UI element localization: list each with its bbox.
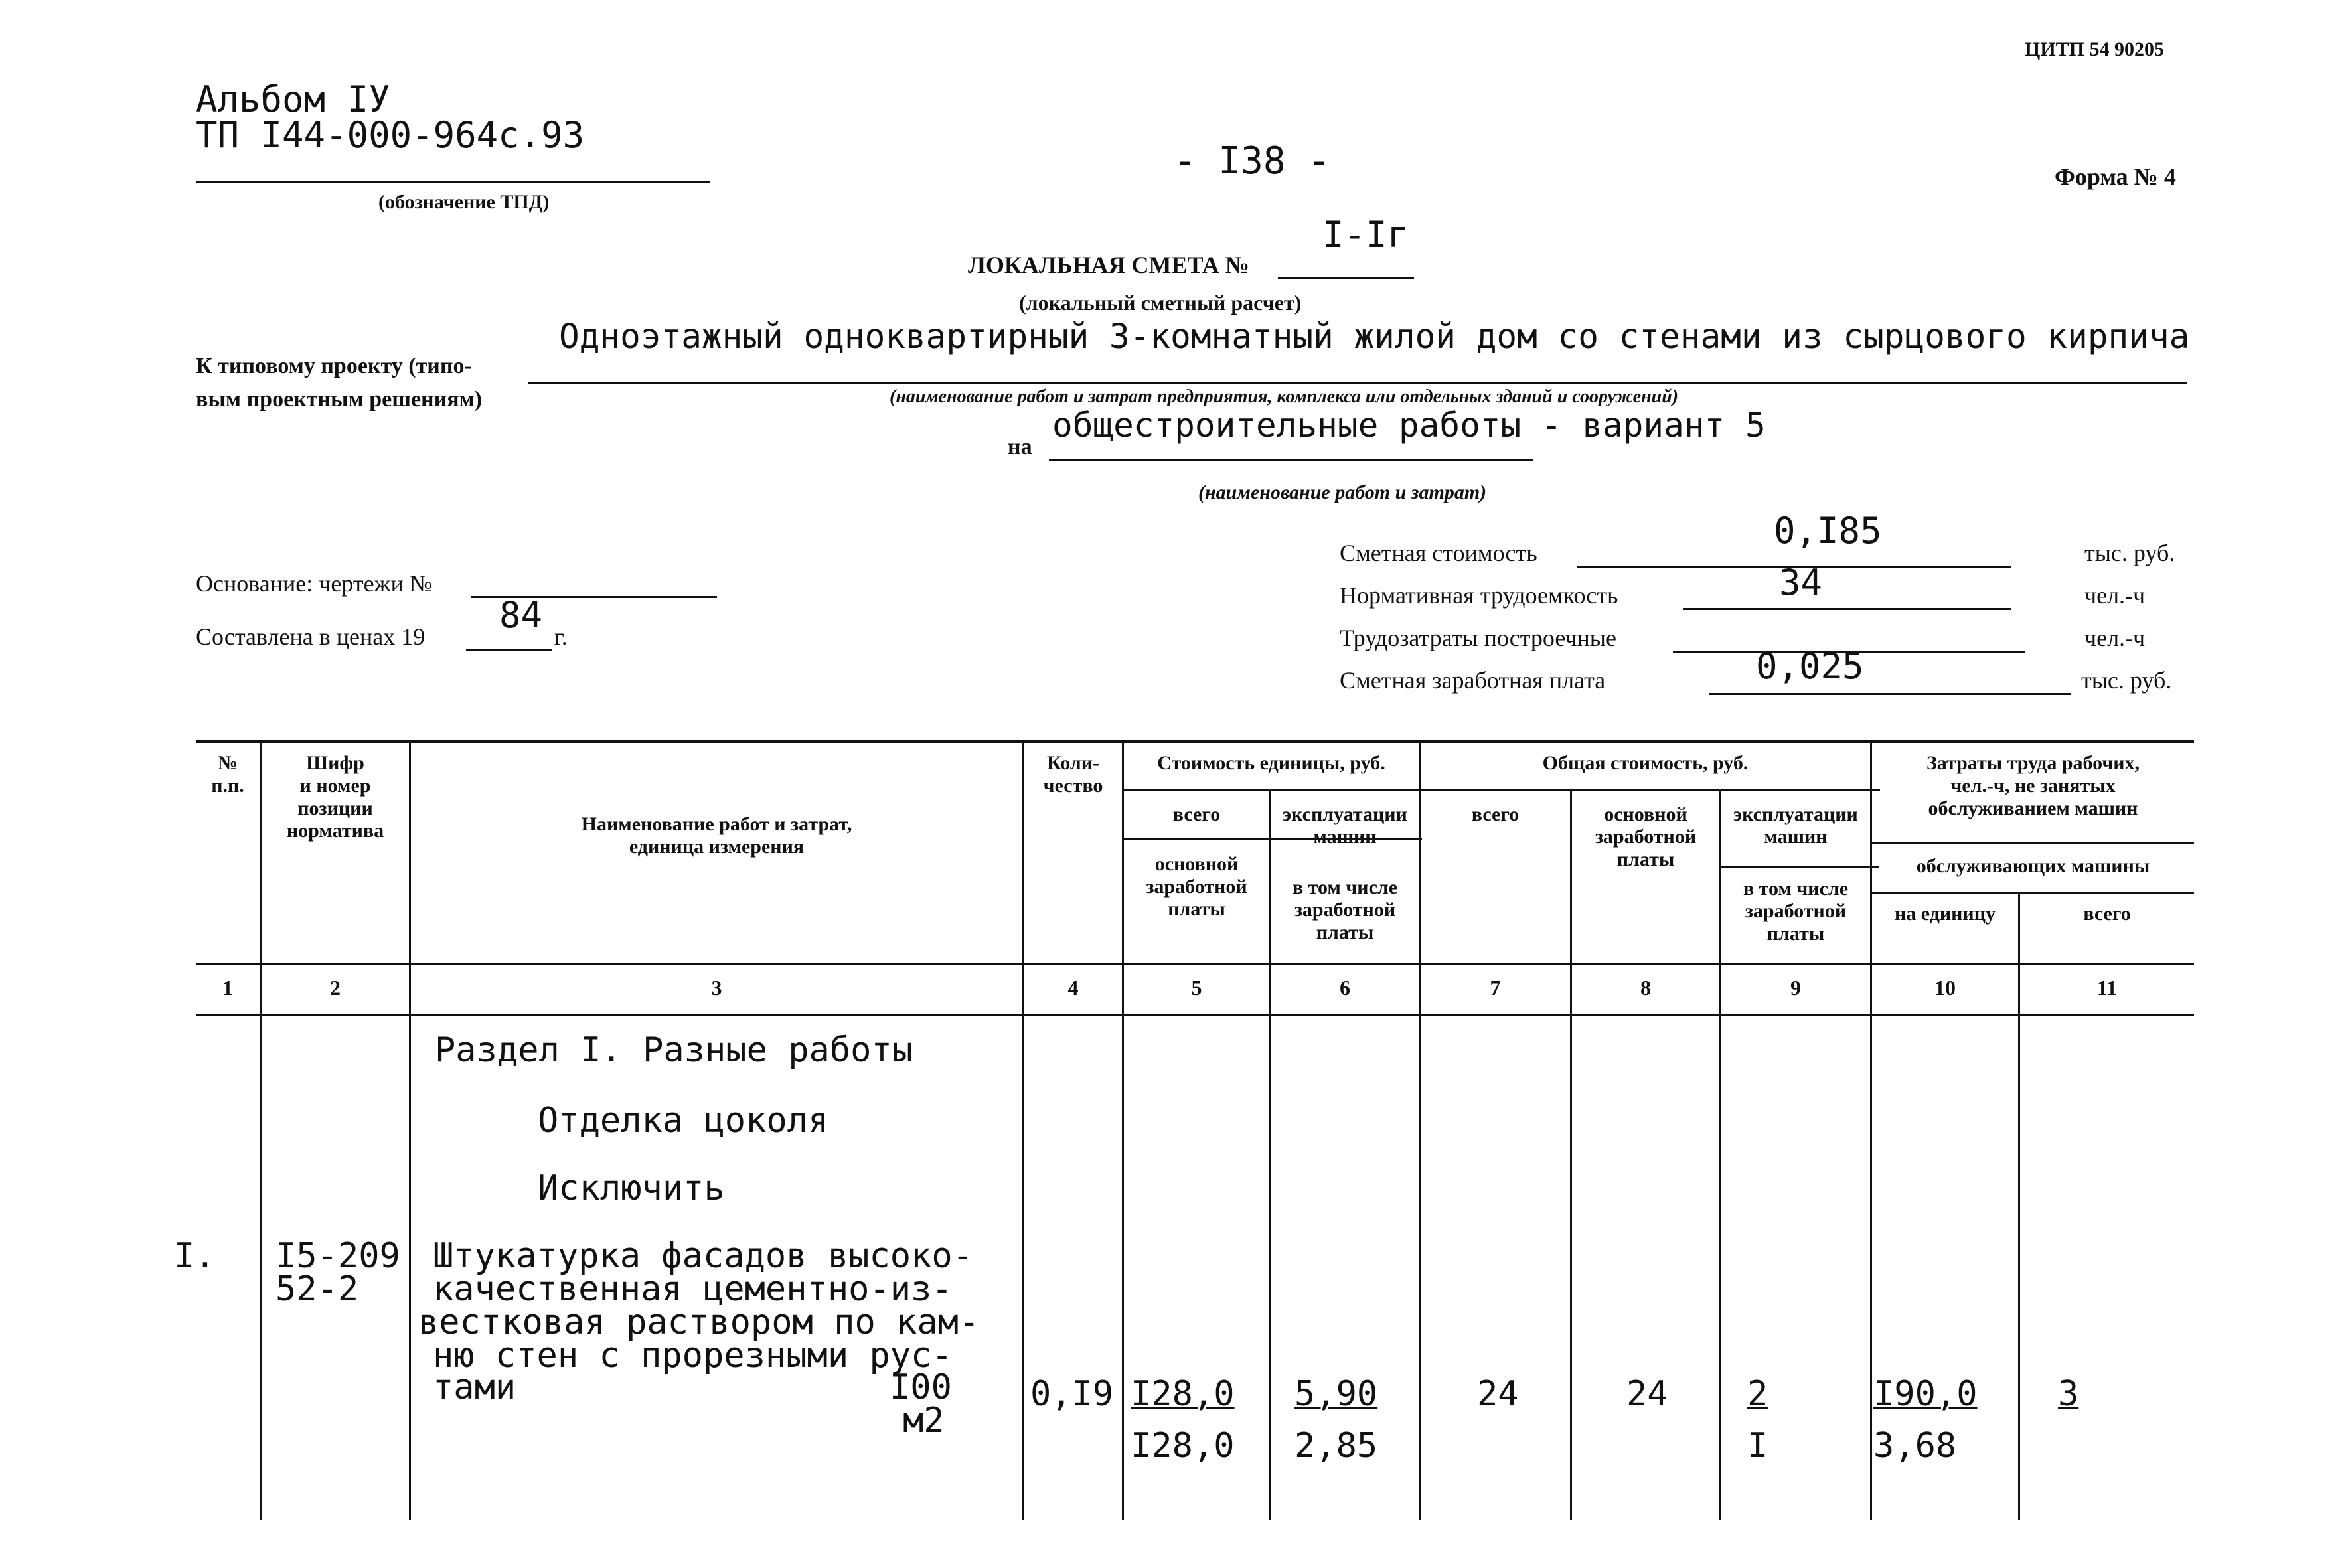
row-name-line: вестковая раствором по кам- [418, 1302, 980, 1342]
project-label-2: вым проектным решениям) [196, 387, 483, 412]
column-number: 10 [1934, 976, 1956, 1000]
section-title: Раздел I. Разные работы [435, 1030, 913, 1070]
works-underline [1049, 459, 1533, 461]
header-c11: всего [2083, 903, 2131, 925]
row-total-cost: 24 [1477, 1374, 1519, 1414]
header-unit-cost: Стоимость единицы, руб. [1157, 752, 1385, 774]
basis-label: Основание: чертежи № [196, 570, 433, 597]
row-name-line: качественная цементно-из- [433, 1269, 953, 1309]
header-c9-bottom: в том числе заработной платы [1743, 878, 1849, 945]
row-labor-total: 3 [2058, 1374, 2079, 1414]
row-name-line: тами [433, 1368, 516, 1407]
album-underline [196, 181, 710, 183]
column-number: 8 [1640, 976, 1651, 1000]
column-number: 5 [1191, 976, 1202, 1000]
row-labor-per-unit-service: 3,68 [1873, 1426, 1957, 1466]
row-name-line: ню стен с прорезными рус- [433, 1336, 953, 1375]
row-total-wage: 24 [1626, 1374, 1668, 1414]
prices-suffix: г. [554, 623, 568, 650]
row-total-machines-wage: I [1747, 1426, 1768, 1466]
page-number: - I38 - [1174, 139, 1331, 183]
onsite-unit: чел.-ч [2084, 625, 2146, 651]
header-c10: на единицу [1894, 903, 1996, 925]
smeta-number-underline [1278, 277, 1414, 279]
row-qty: 0,I9 [1030, 1374, 1114, 1414]
cost-unit: тыс. руб. [2084, 540, 2175, 566]
header-service: обслуживающих машины [1916, 855, 2150, 877]
row-name-line: Штукатурка фасадов высоко- [433, 1236, 973, 1276]
wage-underline [1709, 693, 2071, 695]
wage-value: 0,025 [1756, 645, 1864, 687]
header-c6-top: эксплуатации машин [1283, 803, 1407, 848]
header-labor: Затраты труда рабочих, чел.-ч, не занятых обслуживанием машин [1926, 752, 2140, 819]
document-code: ЦИТП 54 90205 [2025, 39, 2165, 60]
smeta-label: ЛОКАЛЬНАЯ СМЕТА № [968, 252, 1249, 278]
column-number: 6 [1340, 976, 1350, 1000]
column-number: 4 [1067, 976, 1079, 1000]
wage-label: Сметная заработная плата [1340, 667, 1606, 694]
album-line-1: Альбом IУ [196, 78, 390, 120]
column-number: 9 [1790, 976, 1801, 1000]
project-label-1: К типовому проекту (типо- [196, 354, 472, 378]
na-label: на [1008, 435, 1032, 459]
prices-label: Составлена в ценах 19 [196, 623, 426, 650]
project-name: Одноэтажный одноквартирный 3-комнатный жилой дом со стенами из сырцового кирпича [559, 317, 2190, 356]
row-labor-per-unit: I90,0 [1873, 1374, 1978, 1414]
column-number: 1 [222, 976, 233, 1000]
row-total-machines: 2 [1747, 1374, 1768, 1414]
subsection-title: Отделка цоколя [538, 1101, 829, 1140]
labor-unit: чел.-ч [2084, 582, 2146, 609]
column-number: 11 [2096, 976, 2118, 1000]
works-name: общестроительные работы - вариант 5 [1052, 406, 1766, 445]
labor-value: 34 [1779, 562, 1823, 603]
prices-year: 84 [499, 594, 543, 636]
prices-underline [466, 649, 552, 651]
row-unit-cost-wage: I28,0 [1131, 1426, 1235, 1466]
wage-unit: тыс. руб. [2081, 667, 2172, 694]
row-unit-cost-machines: 5,90 [1294, 1374, 1378, 1414]
header-qty: Коли- чество [1043, 752, 1103, 797]
row-number: I. [174, 1236, 216, 1276]
row-code-2: 52-2 [275, 1269, 359, 1309]
row-unit-1: I00 [890, 1368, 952, 1407]
exclude-label: Исключить [538, 1168, 725, 1208]
header-c7: всего [1471, 803, 1520, 825]
album-caption: (обозначение ТПД) [378, 191, 550, 213]
header-code: Шифр и номер позиции норматива [286, 752, 384, 842]
album-line-2: ТП I44-000-964с.93 [196, 114, 585, 156]
header-c5-top: всего [1172, 803, 1221, 825]
cost-label: Сметная стоимость [1340, 540, 1537, 566]
column-number: 3 [711, 976, 722, 1000]
row-unit-cost-machines-wage: 2,85 [1294, 1426, 1378, 1466]
project-underline [528, 382, 2187, 384]
row-unit-2: м2 [903, 1401, 945, 1441]
cost-value: 0,I85 [1774, 510, 1882, 552]
column-number: 2 [330, 976, 341, 1000]
smeta-subtitle: (локальный сметный расчет) [1019, 291, 1302, 315]
header-no: № п.п. [211, 752, 244, 797]
row-code-1: I5-209 [275, 1236, 400, 1276]
header-name: Наименование работ и затрат, единица измерения [581, 813, 852, 858]
header-c8: основной заработной платы [1595, 803, 1697, 870]
row-unit-cost-total: I28,0 [1131, 1374, 1235, 1414]
smeta-number: I-Iг [1322, 214, 1409, 256]
labor-label: Нормативная трудоемкость [1340, 582, 1618, 609]
form-number: Форма № 4 [2055, 163, 2176, 190]
header-c6-bottom: в том числе заработной платы [1292, 876, 1398, 943]
onsite-label: Трудозатраты построечные [1340, 625, 1616, 651]
project-caption: (наименование работ и затрат предприятия, комплекса или отдельных зданий и сооружений) [890, 386, 1679, 407]
labor-underline [1683, 608, 2011, 610]
header-c5-bottom: основной заработной платы [1146, 853, 1247, 920]
header-c9-top: эксплуатации машин [1733, 803, 1858, 848]
column-number: 7 [1490, 976, 1501, 1000]
works-caption: (наименование работ и затрат) [1198, 481, 1487, 503]
header-total-cost: Общая стоимость, руб. [1542, 752, 1749, 774]
